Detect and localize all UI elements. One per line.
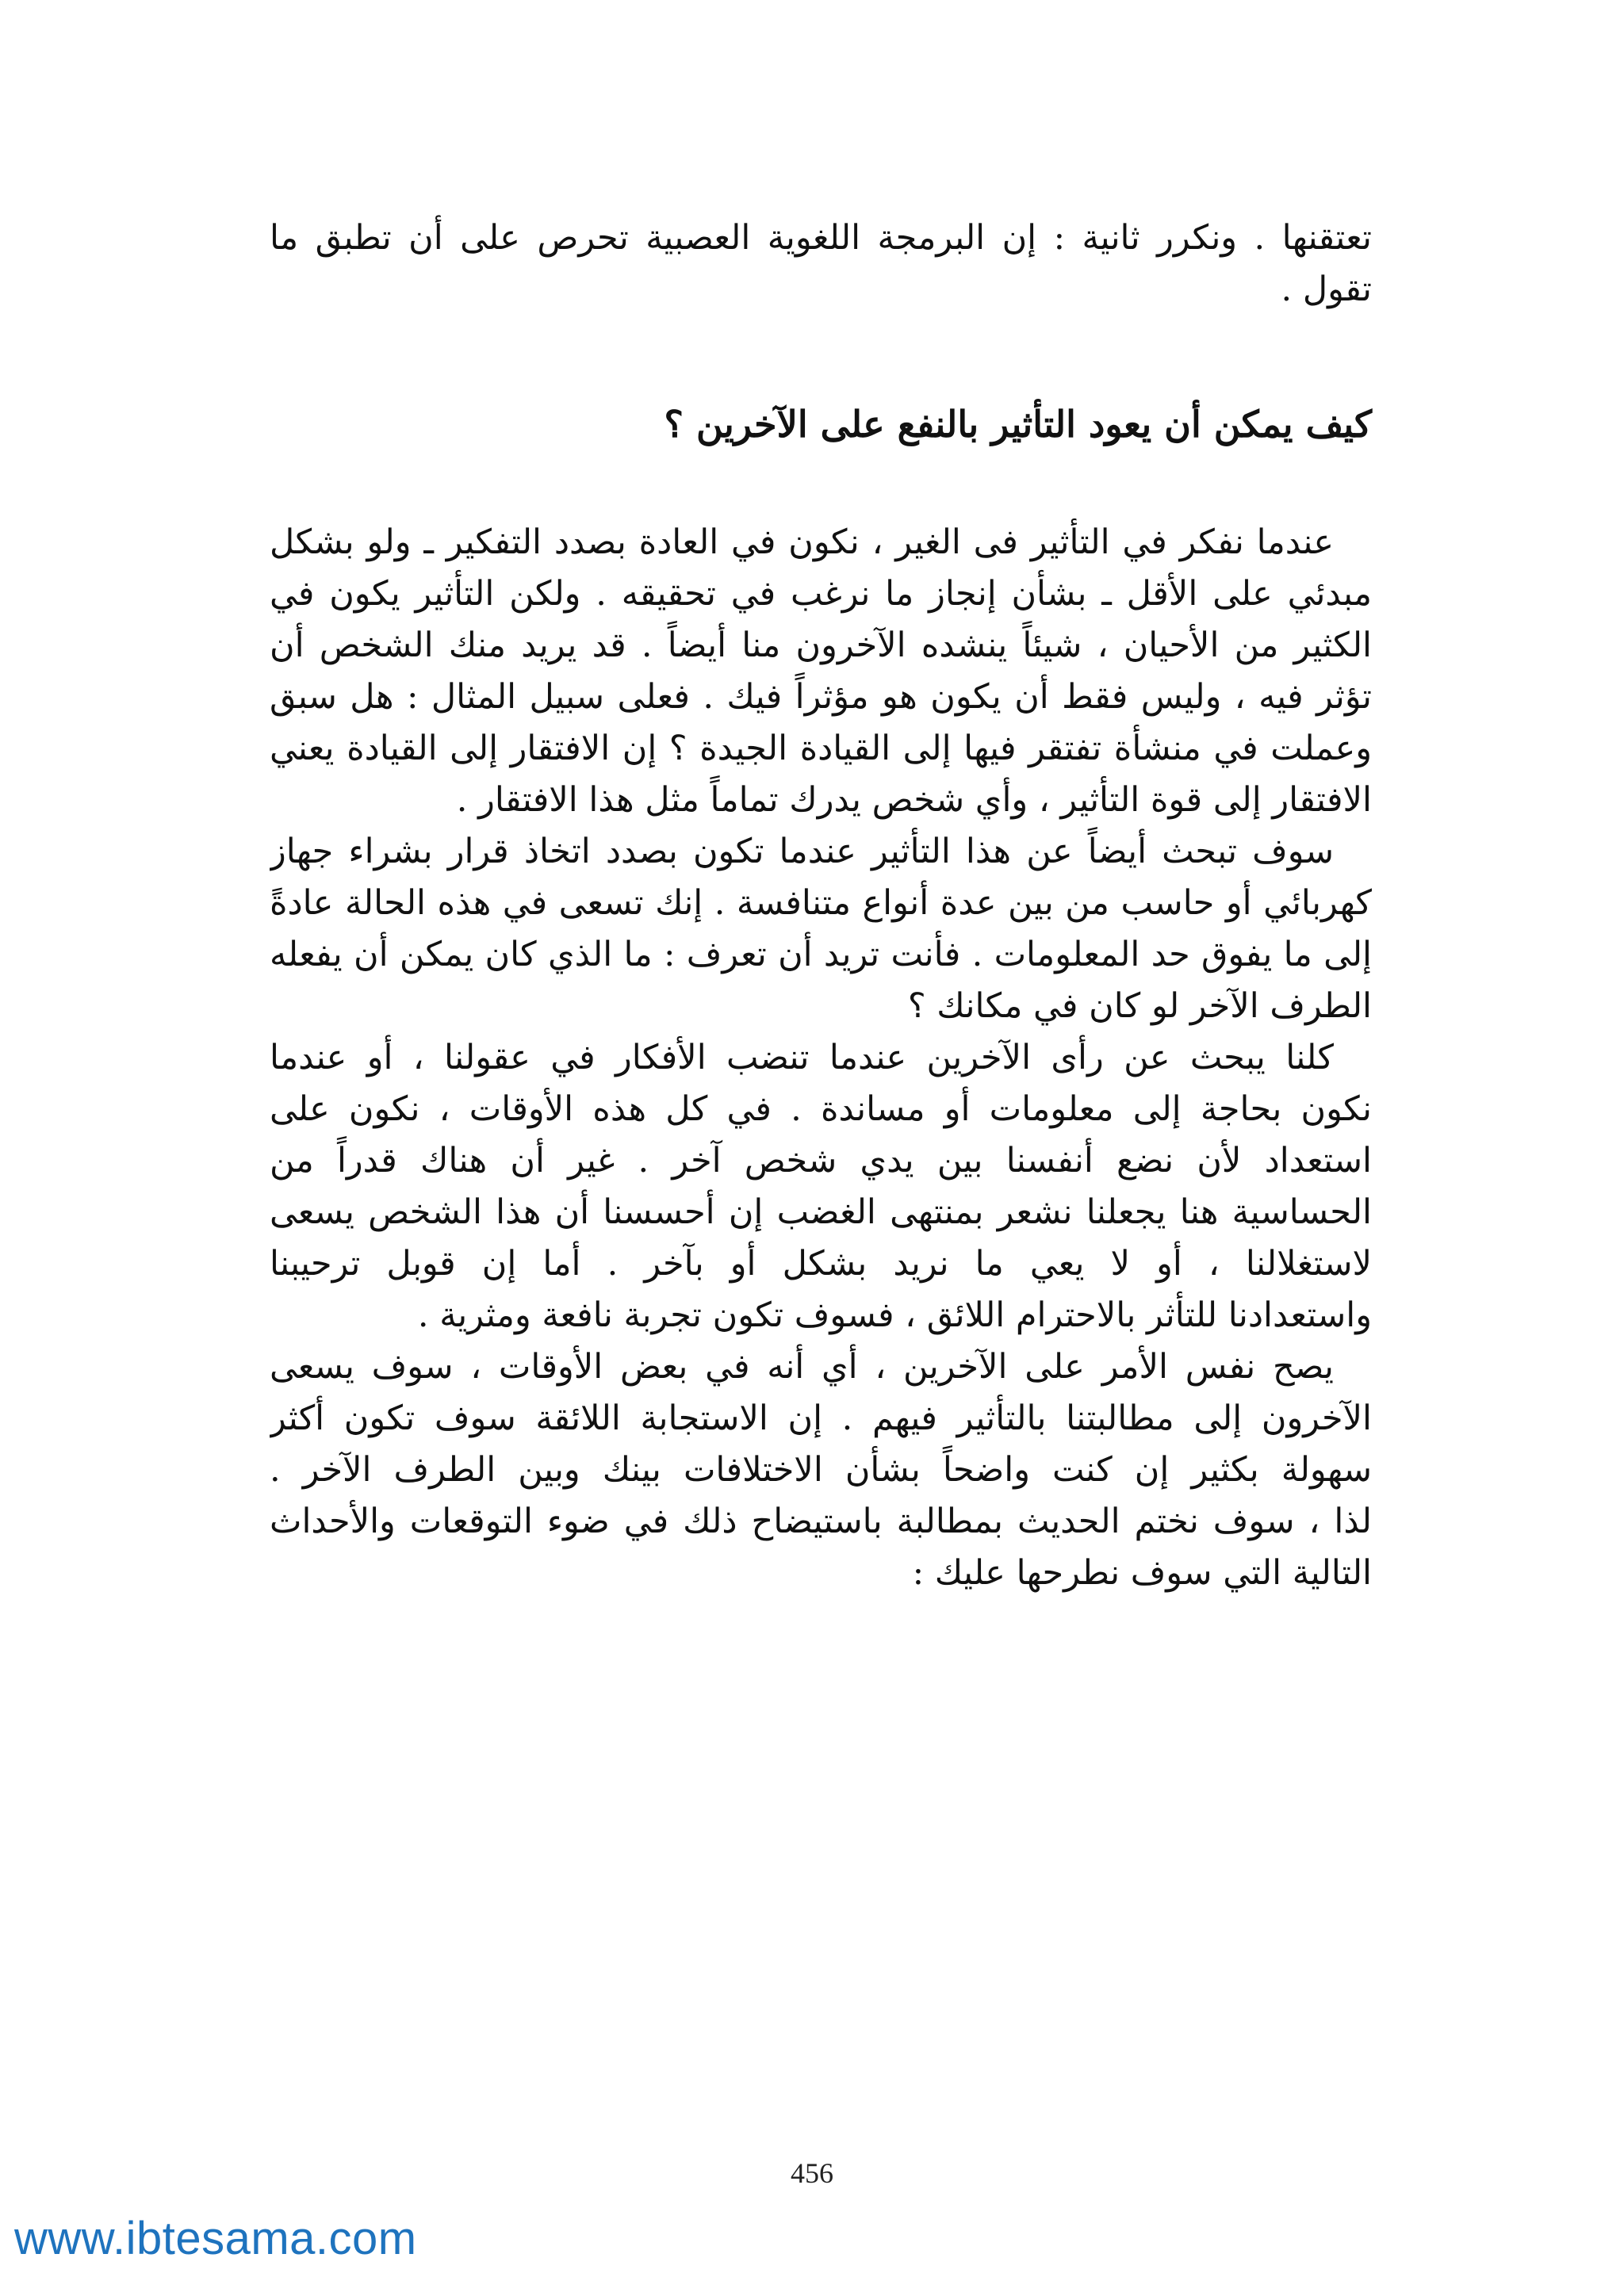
page-number: 456 xyxy=(791,2157,833,2189)
paragraph-line: وعملت في منشأة تفتقر فيها إلى القيادة الجيدة ؟ إن الافتقار إلى القيادة يعني xyxy=(270,729,1372,768)
section-heading: كيف يمكن أن يعود التأثير بالنفع على الآخرين ؟ xyxy=(664,403,1372,446)
intro-paragraph xyxy=(270,212,1372,316)
intro-line: تعتقنها . ونكرر ثانية : إن البرمجة اللغوية العصبية تحرص على أن تطبق ما xyxy=(270,218,1372,258)
paragraph-line: يصح نفس الأمر على الآخرين ، أي أنه في بعض الأوقات ، سوف يسعى xyxy=(270,1347,1334,1387)
paragraph-1 xyxy=(270,517,1372,826)
paragraph-line: الكثير من الأحيان ، شيئاً ينشده الآخرون منا أيضاً . قد يريد منك الشخص أن xyxy=(270,626,1372,665)
paragraph-line: تؤثر فيه ، وليس فقط أن يكون هو مؤثراً فيك . فعلى سبيل المثال : هل سبق xyxy=(270,677,1372,717)
paragraph-line: لذا ، سوف نختم الحديث بمطالبة باستيضاح ذلك في ضوء التوقعات والأحداث xyxy=(270,1502,1372,1541)
paragraph-line: نكون بحاجة إلى معلومات أو مساندة . في كل هذه الأوقات ، نكون على xyxy=(270,1089,1372,1129)
paragraph-line: عندما نفكر في التأثير فى الغير ، نكون في العادة بصدد التفكير ـ ولو بشكل xyxy=(270,522,1334,562)
intro-line: تقول . xyxy=(1281,270,1372,309)
paragraph-4 xyxy=(270,1341,1372,1599)
watermark-url: www.ibtesama.com xyxy=(14,2213,417,2264)
paragraph-line: الطرف الآخر لو كان في مكانك ؟ xyxy=(907,986,1372,1026)
paragraph-2 xyxy=(270,826,1372,1032)
paragraph-line: التالية التي سوف نطرحها عليك : xyxy=(912,1553,1372,1593)
paragraph-line: واستعدادنا للتأثر بالاحترام اللائق ، فسوف تكون تجربة نافعة ومثرية . xyxy=(417,1295,1372,1335)
paragraph-line: إلى ما يفوق حد المعلومات . فأنت تريد أن تعرف : ما الذي كان يمكن أن يفعله xyxy=(270,935,1372,974)
paragraph-line: مبدئي على الأقل ـ بشأن إنجاز ما نرغب في تحقيقه . ولكن التأثير يكون في xyxy=(270,574,1372,614)
paragraph-line: كلنا يبحث عن رأى الآخرين عندما تنضب الأفكار في عقولنا ، أو عندما xyxy=(270,1038,1334,1077)
paragraph-line: الافتقار إلى قوة التأثير ، وأي شخص يدرك تماماً مثل هذا الافتقار . xyxy=(456,780,1372,820)
paragraph-3 xyxy=(270,1032,1372,1341)
paragraph-line: سوف تبحث أيضاً عن هذا التأثير عندما تكون بصدد اتخاذ قرار بشراء جهاز xyxy=(270,832,1334,871)
paragraph-line: كهربائي أو حاسب من بين عدة أنواع متنافسة . إنك تسعى في هذه الحالة عادةً xyxy=(270,883,1372,923)
paragraph-line: لاستغلالنا ، أو لا يعي ما نريد بشكل أو بآخر . أما إن قوبل ترحيبنا xyxy=(270,1244,1372,1284)
paragraph-line: الحساسية هنا يجعلنا نشعر بمنتهى الغضب إن أحسسنا أن هذا الشخص يسعى xyxy=(270,1192,1372,1232)
paragraph-line: سهولة بكثير إن كنت واضحاً بشأن الاختلافات بينك وبين الطرف الآخر . xyxy=(270,1450,1372,1490)
paragraph-line: استعداد لأن نضع أنفسنا بين يدي شخص آخر . غير أن هناك قدراً من xyxy=(270,1141,1372,1181)
paragraph-line: الآخرون إلى مطالبتنا بالتأثير فيهم . إن الاستجابة اللائقة سوف تكون أكثر xyxy=(270,1399,1372,1438)
